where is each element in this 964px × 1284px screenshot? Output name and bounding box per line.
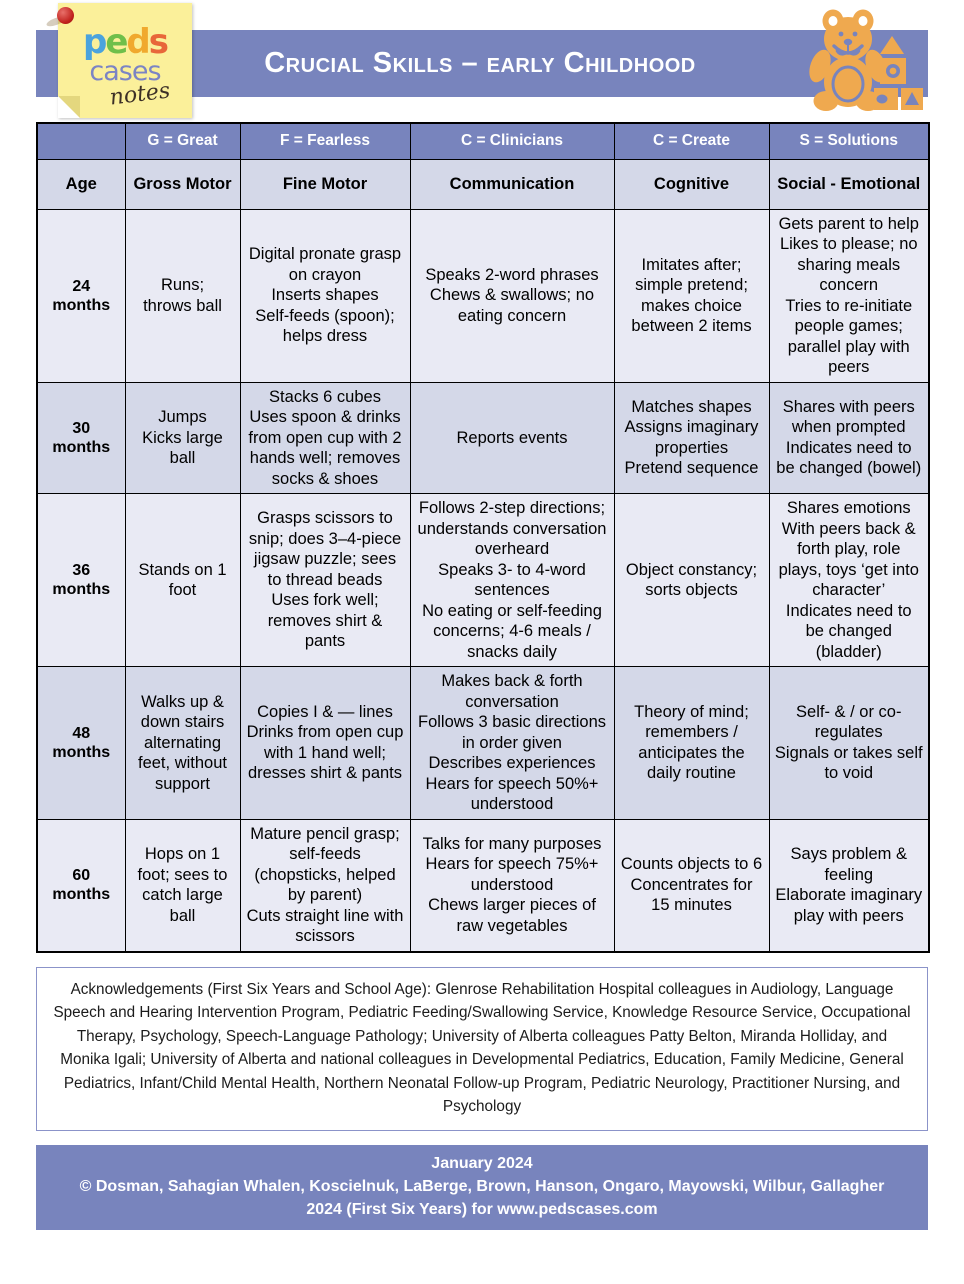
acronym-header-row: [37, 123, 929, 159]
cell-social-emotional: Self- & / or co-regulates Signals or takes self to void: [769, 667, 929, 820]
header-acronym-s: S = Solutions: [769, 123, 929, 159]
cell-age: 60 months: [37, 819, 125, 952]
logo-peds-text: peds: [83, 22, 167, 62]
header-social-emotional: Social - Emotional: [769, 159, 929, 209]
header-cognitive: Cognitive: [614, 159, 769, 209]
pushpin-icon: [57, 7, 74, 24]
cell-fine-motor: Copies I & — lines Drinks from open cup with 1 hand well; dresses shirt & pants: [240, 667, 410, 820]
crucial-skills-table: [36, 122, 930, 953]
cell-communication: Talks for many purposes Hears for speech 75%+ understood Chews larger pieces of raw vegetables: [410, 819, 614, 952]
cell-cognitive: Imitates after; simple pretend; makes choice between 2 items: [614, 209, 769, 382]
table-row: [37, 494, 929, 667]
cell-gross-motor: Jumps Kicks large ball: [125, 382, 240, 494]
header-gross-motor: Gross Motor: [125, 159, 240, 209]
header-acronym-c-create: C = Create: [614, 123, 769, 159]
logo-cases-text: cases: [89, 56, 161, 87]
header-acronym-f: F = Fearless: [240, 123, 410, 159]
acknowledgements-text: Acknowledgements (First Six Years and School Age): Glenrose Rehabilitation Hospital colleagues in Audiology, Language Speech and Hearing Intervention Program, Pediatric Feeding/Swallowing Service, Knowledge Resource Service, Occupational Therapy, Psychology, Speech-Language Pathology; University of Alberta colleagues Patty Belton, Miranda Holliday, and Monika Igali; University of Alberta and national colleagues in Developmental Pediatrics, Education, Family Medicine, General Pediatrics, Infant/Child Mental Health, Northern Neonatal Follow-up Program, Pediatric Neurology, Practitioner Nursing, and Psychology: [53, 980, 911, 1115]
cell-social-emotional: Says problem & feeling Elaborate imaginary play with peers: [769, 819, 929, 952]
page-title: Crucial Skills – early Childhood: [264, 47, 696, 79]
cell-age: 36 months: [37, 494, 125, 667]
cell-age: 48 months: [37, 667, 125, 820]
cell-gross-motor: Runs; throws ball: [125, 209, 240, 382]
header-acronym-g: G = Great: [125, 123, 240, 159]
teddy-bear-icon: [804, 4, 924, 116]
cell-age: 24 months: [37, 209, 125, 382]
cell-social-emotional: Gets parent to help Likes to please; no sharing meals concern Tries to re-initiate people games; parallel play with peers: [769, 209, 929, 382]
cell-social-emotional: Shares with peers when prompted Indicates need to be changed (bowel): [769, 382, 929, 494]
table-row: [37, 382, 929, 494]
cell-communication: Makes back & forth conversation Follows 3 basic directions in order given Describes experiences Hears for speech 50%+ understood: [410, 667, 614, 820]
cell-communication: Reports events: [410, 382, 614, 494]
cell-cognitive: Counts objects to 6 Concentrates for 15 minutes: [614, 819, 769, 952]
domain-header-row: [37, 159, 929, 209]
header-age: Age: [37, 159, 125, 209]
page-header: [0, 0, 964, 122]
skills-table-body: [37, 209, 929, 952]
footer-source: 2024 (First Six Years) for www.pedscases.com: [306, 1200, 658, 1218]
page-footer: [36, 1145, 928, 1230]
cell-cognitive: Theory of mind; remembers / anticipates the daily routine: [614, 667, 769, 820]
cell-fine-motor: Grasps scissors to snip; does 3–4-piece jigsaw puzzle; sees to thread beads Uses fork well; removes shirt & pants: [240, 494, 410, 667]
cell-fine-motor: Stacks 6 cubes Uses spoon & drinks from open cup with 2 hands well; removes socks & shoes: [240, 382, 410, 494]
sticky-note-fold-icon: [58, 96, 80, 118]
cell-gross-motor: Walks up & down stairs alternating feet, without support: [125, 667, 240, 820]
cell-gross-motor: Hops on 1 foot; sees to catch large ball: [125, 819, 240, 952]
header-acronym-0: [37, 123, 125, 159]
table-row: [37, 819, 929, 952]
cell-social-emotional: Shares emotions With peers back & forth play, role plays, toys ‘get into character’ Indicates need to be changed (bladder): [769, 494, 929, 667]
cell-communication: Follows 2-step directions; understands conversation overheard Speaks 3- to 4-word sentences No eating or self-feeding concerns; 4-6 meals / snacks daily: [410, 494, 614, 667]
footer-date: January 2024: [431, 1154, 533, 1172]
cell-fine-motor: Digital pronate grasp on crayon Inserts shapes Self-feeds (spoon); helps dress: [240, 209, 410, 382]
cell-gross-motor: Stands on 1 foot: [125, 494, 240, 667]
header-fine-motor: Fine Motor: [240, 159, 410, 209]
footer-copyright: © Dosman, Sahagian Whalen, Koscielnuk, LaBerge, Brown, Hanson, Ongaro, Mayowski, Wilbur, Gallagher: [79, 1177, 885, 1195]
pedscases-notes-logo: [58, 3, 192, 118]
header-communication: Communication: [410, 159, 614, 209]
cell-communication: Speaks 2-word phrases Chews & swallows; no eating concern: [410, 209, 614, 382]
skills-table-container: [0, 122, 964, 953]
acknowledgements-box: [36, 967, 928, 1131]
cell-age: 30 months: [37, 382, 125, 494]
cell-cognitive: Object constancy; sorts objects: [614, 494, 769, 667]
header-acronym-c-clinicians: C = Clinicians: [410, 123, 614, 159]
logo-notes-text: notes: [108, 78, 172, 111]
table-row: [37, 667, 929, 820]
cell-fine-motor: Mature pencil grasp; self-feeds (chopsticks, helped by parent) Cuts straight line with scissors: [240, 819, 410, 952]
cell-cognitive: Matches shapes Assigns imaginary properties Pretend sequence: [614, 382, 769, 494]
table-row: [37, 209, 929, 382]
